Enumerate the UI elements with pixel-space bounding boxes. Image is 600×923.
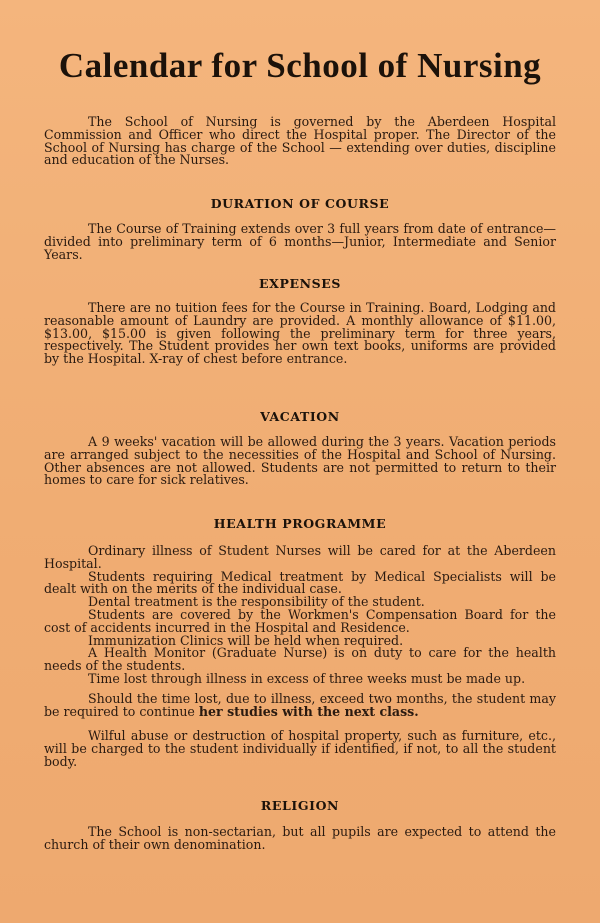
page-title: Calendar for School of Nursing xyxy=(58,46,542,85)
duration-heading: DURATION OF COURSE xyxy=(210,196,390,211)
health-paragraph-8 xyxy=(44,690,556,719)
expenses-heading: EXPENSES xyxy=(259,276,341,291)
health-paragraph-6: A Health Monitor (Graduate Nurse) is on duty to care for the health needs of the students. xyxy=(44,645,556,674)
health-paragraph-7: Time lost through illness in excess of three weeks must be made up. xyxy=(88,670,526,686)
vacation-section xyxy=(44,436,556,487)
health-heading: HEALTH PROGRAMME xyxy=(213,516,387,531)
health-paragraph-8-bold: her studies with the next class. xyxy=(198,703,419,719)
duration-section xyxy=(44,223,556,261)
health-paragraph-2: Students requiring Medical treatment by Medical Specialists will be dealt with on the merits of the individual case. xyxy=(44,568,556,597)
intro-paragraph: The School of Nursing is governed by the Aberdeen Hospital Commission and Officer who direct the Hospital proper. The Director of the School of Nursing has charge of the School — extending over duties, discipline and education of the Nurses. xyxy=(44,114,556,168)
vacation-paragraph: A 9 weeks' vacation will be allowed during the 3 years. Vacation periods are arranged subject to the necessities of the Hospital and School of Nursing. Other absences are not allowed. Students are not permitted to return to their homes to care for sick relatives. xyxy=(44,434,556,488)
religion-section xyxy=(44,826,556,852)
health-section xyxy=(44,545,556,769)
intro-section xyxy=(44,116,556,167)
religion-paragraph: The School is non-sectarian, but all pupils are expected to attend the church of their own denomination. xyxy=(44,824,556,852)
health-paragraph-8-text: Should the time lost, due to illness, exceed two months, the student may be required to continue xyxy=(44,690,556,719)
health-paragraph-1: Ordinary illness of Student Nurses will be cared for at the Aberdeen Hospital. xyxy=(44,543,556,571)
health-paragraph-4: Students are covered by the Workmen's Compensation Board for the cost of accidents incurred in the Hospital and Residence. xyxy=(44,606,556,635)
health-paragraph-3: Dental treatment is the responsibility of the student. xyxy=(88,594,425,610)
health-paragraph-9: Wilful abuse or destruction of hospital property, such as furniture, etc., will be charged to the student individually if identified, if not, to all the student body. xyxy=(44,728,556,769)
religion-heading: RELIGION xyxy=(260,798,340,813)
duration-paragraph: The Course of Training extends over 3 full years from date of entrance—divided into preliminary term of 6 months—Junior, Intermediate and Senior Years. xyxy=(44,221,556,262)
expenses-section xyxy=(44,302,556,366)
vacation-heading: VACATION xyxy=(260,409,340,424)
health-paragraph-5: Immunization Clinics will be held when required. xyxy=(88,632,404,648)
expenses-paragraph: There are no tuition fees for the Course in Training. Board, Lodging and reasonable amount of Laundry are provided. A monthly allowance of $11.00, $13.00, $15.00 is given following the preliminary term for three years, respectively. The Student provides her own text books, uniforms are provided by the Hospital. X-ray of chest before entrance. xyxy=(44,300,556,367)
